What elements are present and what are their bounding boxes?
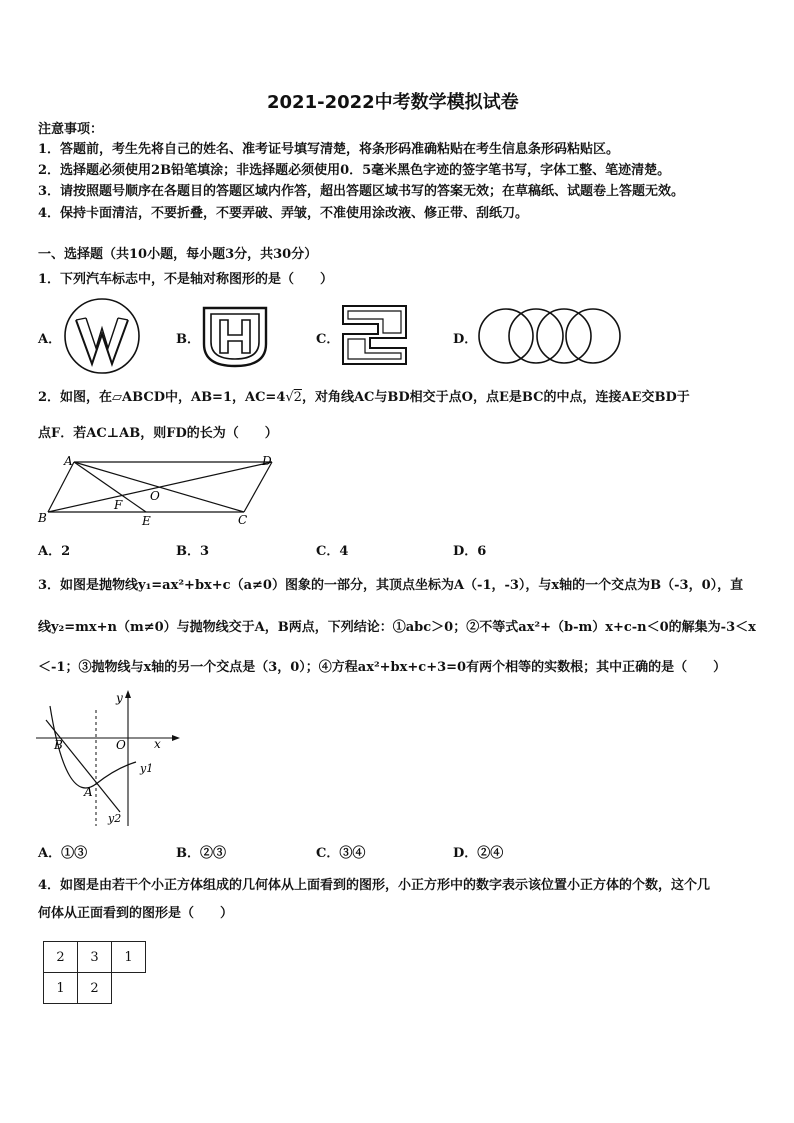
notice-item-4: 4．保持卡面清洁，不要折叠，不要弄破、弄皱，不准使用涂改液、修正带、刮纸刀。: [38, 206, 529, 221]
q3-option-d: D．②④: [453, 846, 504, 861]
q4-line2: 何体从正面看到的图形是（ ）: [38, 906, 234, 921]
q4-top-view-grid: [43, 941, 146, 1004]
grid-cell-empty: [112, 973, 146, 1004]
q3-option-c: C．③④: [316, 846, 366, 861]
q2-label-b: B: [38, 511, 47, 525]
q1-stem: 1．下列汽车标志中，不是轴对称图形的是（ ）: [38, 272, 334, 287]
q1-option-c-label: C．: [316, 332, 340, 347]
q1-logo-honda: [198, 304, 272, 368]
q2-option-a: A．2: [38, 544, 71, 559]
notice-item-1: 1．答题前，考生先将自己的姓名、准考证号填写清楚，将条形码准确粘贴在考生信息条形码粘贴区。: [38, 142, 620, 157]
q2-label-e: E: [142, 514, 151, 528]
grid-cell: 3: [78, 942, 112, 973]
q2-label-a: A: [64, 454, 73, 468]
grid-row: [44, 973, 146, 1004]
grid-cell: 2: [44, 942, 78, 973]
notice-item-2: 2．选择题必须使用2B铅笔填涂；非选择题必须使用0．5毫米黑色字迹的签字笔书写，字体工整、笔迹清楚。: [38, 163, 671, 178]
q3-option-b: B．②③: [176, 846, 226, 861]
q3-line1: 3．如图是抛物线y₁=ax²+bx+c（a≠0）图象的一部分，其顶点坐标为A（-1，-3），与x轴的一个交点为B（-3，0），直: [38, 578, 744, 593]
q2-line1: [38, 388, 690, 408]
grid-cell: 1: [112, 942, 146, 973]
q2-label-o: O: [150, 489, 160, 503]
q2-sqrt-value: 2: [293, 390, 302, 405]
q1-option-d-label: D．: [453, 332, 478, 347]
q4-line1: 4．如图是由若干个小正方体组成的几何体从上面看到的图形，小正方形中的数字表示该位置小正方体的个数，这个几: [38, 878, 711, 893]
notice-item-3: 3．请按照题号顺序在各题目的答题区域内作答，超出答题区域书写的答案无效；在草稿纸、试题卷上答题无效。: [38, 184, 685, 199]
q2-label-c: C: [238, 513, 248, 527]
q3-line2: 线y₂=mx+n（m≠0）与抛物线交于A，B两点，下列结论：①abc＞0；②不等式ax²+（b-m）x+c-n＜0的解集为-3＜x: [38, 620, 756, 635]
q3-line3: ＜-1；③抛物线与x轴的另一个交点是（3，0）；④方程ax²+bx+c+3=0有两个相等的实数根；其中正确的是（ ）: [38, 660, 727, 675]
q1-logo-vw: [62, 298, 144, 374]
q3-label-y2: y2: [108, 812, 122, 825]
q1-logo-c: [340, 304, 410, 366]
q2-option-d: D．6: [453, 544, 487, 559]
q3-option-a: A．①③: [38, 846, 88, 861]
q2-option-b: B．3: [176, 544, 210, 559]
q3-parabola-figure: [36, 686, 186, 830]
q3-label-y: y: [116, 691, 123, 705]
q2-label-d: D: [262, 454, 272, 468]
q2-option-c: C．4: [316, 544, 349, 559]
q2-line1-part-a: 2．如图，在▱ABCD中，AB=1，AC=4: [38, 390, 286, 405]
q3-label-a: A: [84, 785, 93, 799]
grid-cell: 1: [44, 973, 78, 1004]
notice-heading: 注意事项：: [38, 122, 104, 137]
q3-label-o: O: [116, 738, 126, 752]
q2-label-f: F: [114, 498, 123, 512]
q1-logo-audi: [476, 308, 624, 364]
grid-cell: 2: [78, 973, 112, 1004]
q2-line2: 点F．若AC⊥AB，则FD的长为（ ）: [38, 426, 278, 441]
q2-line1-part-b: ，对角线AC与BD相交于点O，点E是BC的中点，连接AE交BD于: [301, 390, 690, 405]
q1-option-a-label: A．: [38, 332, 62, 347]
q1-option-b-label: B．: [176, 332, 200, 347]
grid-row: [44, 942, 146, 973]
page-title: 2021-2022中考数学模拟试卷: [267, 92, 519, 113]
q3-label-x: x: [154, 737, 161, 751]
q3-label-y1: y1: [140, 762, 154, 775]
section-heading: 一、选择题（共10小题，每小题3分，共30分）: [38, 247, 318, 262]
q3-label-b: B: [54, 738, 63, 752]
sqrt-sign: √: [285, 390, 294, 405]
q2-parallelogram-figure: [36, 454, 280, 530]
